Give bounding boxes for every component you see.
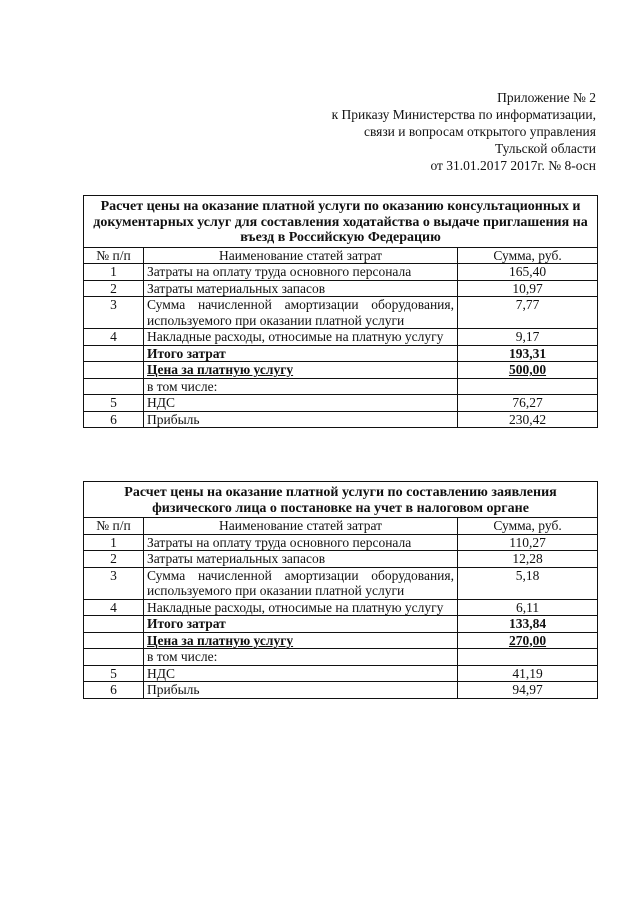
row-sum: 6,11 — [458, 599, 598, 616]
profit-row — [84, 411, 598, 428]
table-header-row — [84, 247, 598, 264]
total-value: 133,84 — [458, 616, 598, 633]
row-num: 3 — [84, 567, 144, 599]
price-label: Цена за платную услугу — [144, 632, 458, 649]
column-header-sum: Сумма, руб. — [458, 247, 598, 264]
table-row — [84, 264, 598, 281]
profit-value: 230,42 — [458, 411, 598, 428]
row-num: 5 — [84, 665, 144, 682]
table-row — [84, 297, 598, 329]
price-row — [84, 632, 598, 649]
row-sum: 7,77 — [458, 297, 598, 329]
document-header — [332, 89, 596, 174]
row-sum: 5,18 — [458, 567, 598, 599]
price-value: 270,00 — [458, 632, 598, 649]
total-label: Итого затрат — [144, 616, 458, 633]
row-name: Накладные расходы, относимые на платную услугу — [144, 329, 458, 346]
table-row — [84, 534, 598, 551]
including-row — [84, 378, 598, 395]
price-row — [84, 362, 598, 379]
total-value: 193,31 — [458, 345, 598, 362]
vat-label: НДС — [144, 395, 458, 412]
price-label: Цена за платную услугу — [144, 362, 458, 379]
including-row — [84, 649, 598, 666]
total-row — [84, 616, 598, 633]
row-num: 2 — [84, 551, 144, 568]
row-name: Сумма начисленной амортизации оборудования, используемого при оказании платной услуги — [144, 567, 458, 599]
row-sum: 10,97 — [458, 280, 598, 297]
total-label: Итого затрат — [144, 345, 458, 362]
vat-row — [84, 395, 598, 412]
row-name: Затраты материальных запасов — [144, 280, 458, 297]
appendix-number: Приложение № 2 — [497, 90, 596, 105]
region-name: Тульской области — [495, 141, 596, 156]
vat-value: 76,27 — [458, 395, 598, 412]
row-num: 1 — [84, 264, 144, 281]
row-num: 5 — [84, 395, 144, 412]
ministry-name: связи и вопросам открытого управления — [363, 124, 596, 139]
row-num: 6 — [84, 411, 144, 428]
table-row — [84, 280, 598, 297]
profit-row — [84, 682, 598, 699]
profit-value: 94,97 — [458, 682, 598, 699]
row-name: Затраты на оплату труда основного персонала — [144, 534, 458, 551]
row-name: Затраты на оплату труда основного персонала — [144, 264, 458, 281]
table-row — [84, 551, 598, 568]
row-num: 1 — [84, 534, 144, 551]
vat-value: 41,19 — [458, 665, 598, 682]
column-header-sum: Сумма, руб. — [458, 518, 598, 535]
row-sum: 110,27 — [458, 534, 598, 551]
price-calculation-table-1 — [83, 195, 598, 428]
order-reference: к Приказу Министерства по информатизации, — [331, 107, 596, 122]
row-name: Затраты материальных запасов — [144, 551, 458, 568]
column-header-num: № п/п — [84, 518, 144, 535]
vat-row — [84, 665, 598, 682]
column-header-num: № п/п — [84, 247, 144, 264]
total-row — [84, 345, 598, 362]
including-label: в том числе: — [144, 649, 458, 666]
table-title: Расчет цены на оказание платной услуги по оказанию консультационных и документарных услуг для составления ходатайства о выдаче приглашения на въезд в Российскую Федерацию — [84, 196, 598, 248]
price-value: 500,00 — [458, 362, 598, 379]
table-header-row — [84, 518, 598, 535]
row-sum: 9,17 — [458, 329, 598, 346]
column-header-name: Наименование статей затрат — [144, 518, 458, 535]
table-row — [84, 567, 598, 599]
row-name: Сумма начисленной амортизации оборудования, используемого при оказании платной услуги — [144, 297, 458, 329]
price-calculation-table-2 — [83, 481, 598, 699]
table-title: Расчет цены на оказание платной услуги по составлению заявления физического лица о постановке на учет в налоговом органе — [84, 482, 598, 518]
row-sum: 12,28 — [458, 551, 598, 568]
row-num: 3 — [84, 297, 144, 329]
vat-label: НДС — [144, 665, 458, 682]
column-header-name: Наименование статей затрат — [144, 247, 458, 264]
table-row — [84, 329, 598, 346]
including-label: в том числе: — [144, 378, 458, 395]
row-num: 4 — [84, 329, 144, 346]
row-sum: 165,40 — [458, 264, 598, 281]
row-name: Накладные расходы, относимые на платную услугу — [144, 599, 458, 616]
row-num: 2 — [84, 280, 144, 297]
table-row — [84, 599, 598, 616]
profit-label: Прибыль — [144, 682, 458, 699]
row-num: 6 — [84, 682, 144, 699]
profit-label: Прибыль — [144, 411, 458, 428]
order-date: от 31.01.2017 2017г. № 8-осн — [430, 158, 596, 173]
row-num: 4 — [84, 599, 144, 616]
